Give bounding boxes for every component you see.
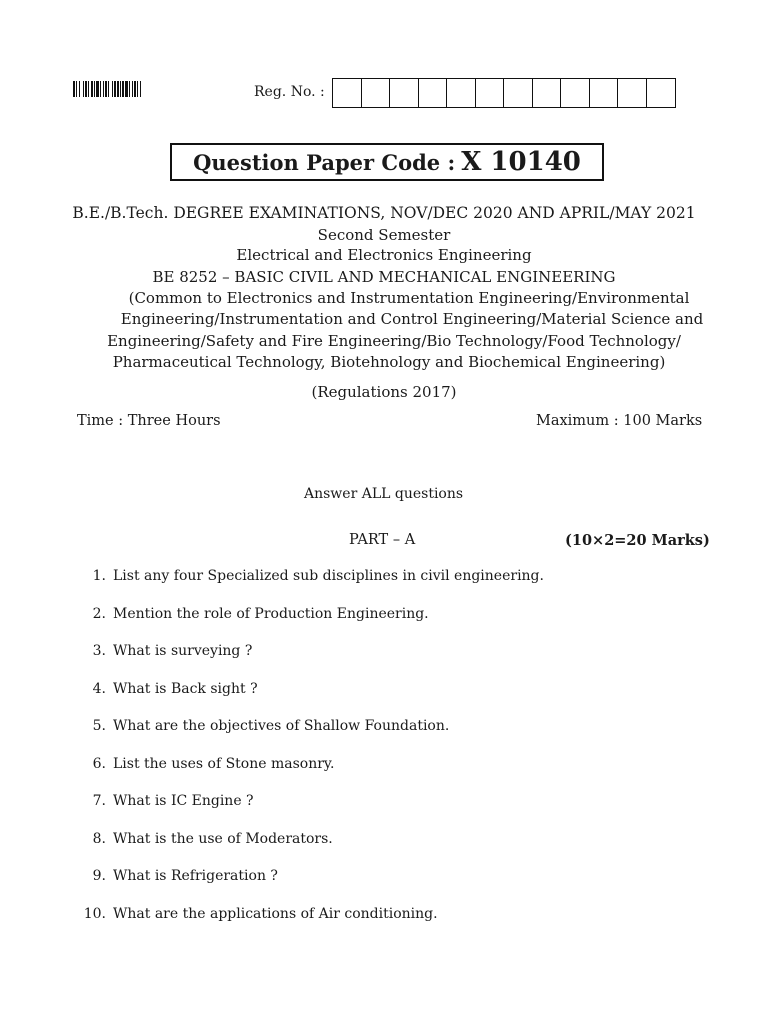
- reg-no-boxes[interactable]: [332, 78, 676, 108]
- question-number: 4.: [92, 680, 106, 697]
- question-text: What is surveying ?: [113, 643, 253, 659]
- question-number: 10.: [83, 905, 106, 922]
- common-line-1: (Common to Electronics and Instrumentation Engineering/Environmental: [128, 289, 690, 307]
- reg-no-box[interactable]: [419, 79, 448, 107]
- reg-no-box[interactable]: [504, 79, 533, 107]
- question-number: 5.: [92, 718, 106, 734]
- question-number: 8.: [92, 830, 106, 847]
- question-number: 3.: [92, 643, 106, 659]
- question-text: What is Back sight ?: [113, 680, 258, 697]
- part-a-title: PART – A: [349, 532, 416, 548]
- question-item: [72, 568, 544, 584]
- question-number: 9.: [92, 868, 106, 884]
- question-item: [72, 643, 252, 659]
- reg-no-box[interactable]: [333, 79, 362, 107]
- common-line-3: Engineering/Safety and Fire Engineering/Bio Technology/Food Technology/: [107, 332, 681, 350]
- department: Electrical and Electronics Engineering: [236, 246, 532, 264]
- question-item: [72, 793, 254, 809]
- question-text: List the uses of Stone masonry.: [113, 755, 335, 772]
- common-line-2: Engineering/Instrumentation and Control Engineering/Material Science and: [120, 310, 704, 328]
- question-item: [72, 868, 278, 884]
- question-item: [72, 681, 258, 697]
- question-text: What is the use of Moderators.: [113, 830, 333, 847]
- reg-no-box[interactable]: [447, 79, 476, 107]
- reg-no-box[interactable]: [561, 79, 590, 107]
- question-text: Mention the role of Production Engineering.: [113, 605, 429, 622]
- question-text: What are the objectives of Shallow Foundation.: [113, 718, 450, 734]
- question-item: [72, 756, 334, 772]
- question-text: What is IC Engine ?: [113, 793, 254, 809]
- question-number: 2.: [92, 605, 106, 622]
- common-line-4: Pharmaceutical Technology, Biotehnology and Biochemical Engineering): [112, 353, 666, 371]
- semester: Second Semester: [317, 226, 451, 244]
- time-allowed: Time : Three Hours: [77, 413, 221, 429]
- reg-no-box[interactable]: [618, 79, 647, 107]
- question-number: 1.: [92, 568, 106, 584]
- regulations: (Regulations 2017): [311, 383, 457, 401]
- question-paper-code-box: [170, 143, 604, 181]
- reg-no-box[interactable]: [647, 79, 676, 107]
- question-text: What are the applications of Air conditioning.: [113, 905, 438, 922]
- reg-no-label: Reg. No. :: [254, 84, 325, 100]
- reg-no-box[interactable]: [476, 79, 505, 107]
- question-paper-code-value: X 10140: [461, 147, 581, 177]
- barcode: [73, 81, 188, 97]
- maximum-marks: Maximum : 100 Marks: [536, 413, 703, 429]
- reg-no-box[interactable]: [533, 79, 562, 107]
- reg-no-box[interactable]: [590, 79, 619, 107]
- reg-no-box[interactable]: [362, 79, 391, 107]
- question-paper-code-label: Question Paper Code :: [193, 149, 456, 175]
- exam-title: B.E./B.Tech. DEGREE EXAMINATIONS, NOV/DEC 2020 AND APRIL/MAY 2021: [72, 204, 696, 222]
- question-text: List any four Specialized sub disciplines in civil engineering.: [113, 568, 544, 584]
- subject: BE 8252 – BASIC CIVIL AND MECHANICAL ENGINEERING: [152, 268, 616, 286]
- question-number: 7.: [92, 793, 106, 809]
- question-number: 6.: [92, 755, 106, 772]
- question-item: [72, 606, 429, 622]
- question-text: What is Refrigeration ?: [113, 868, 278, 884]
- reg-no-box[interactable]: [390, 79, 419, 107]
- question-item: [72, 906, 438, 922]
- instruction: Answer ALL questions: [304, 486, 464, 502]
- part-a-marks: (10×2=20 Marks): [565, 532, 710, 549]
- question-item: [72, 831, 333, 847]
- question-item: [72, 718, 449, 734]
